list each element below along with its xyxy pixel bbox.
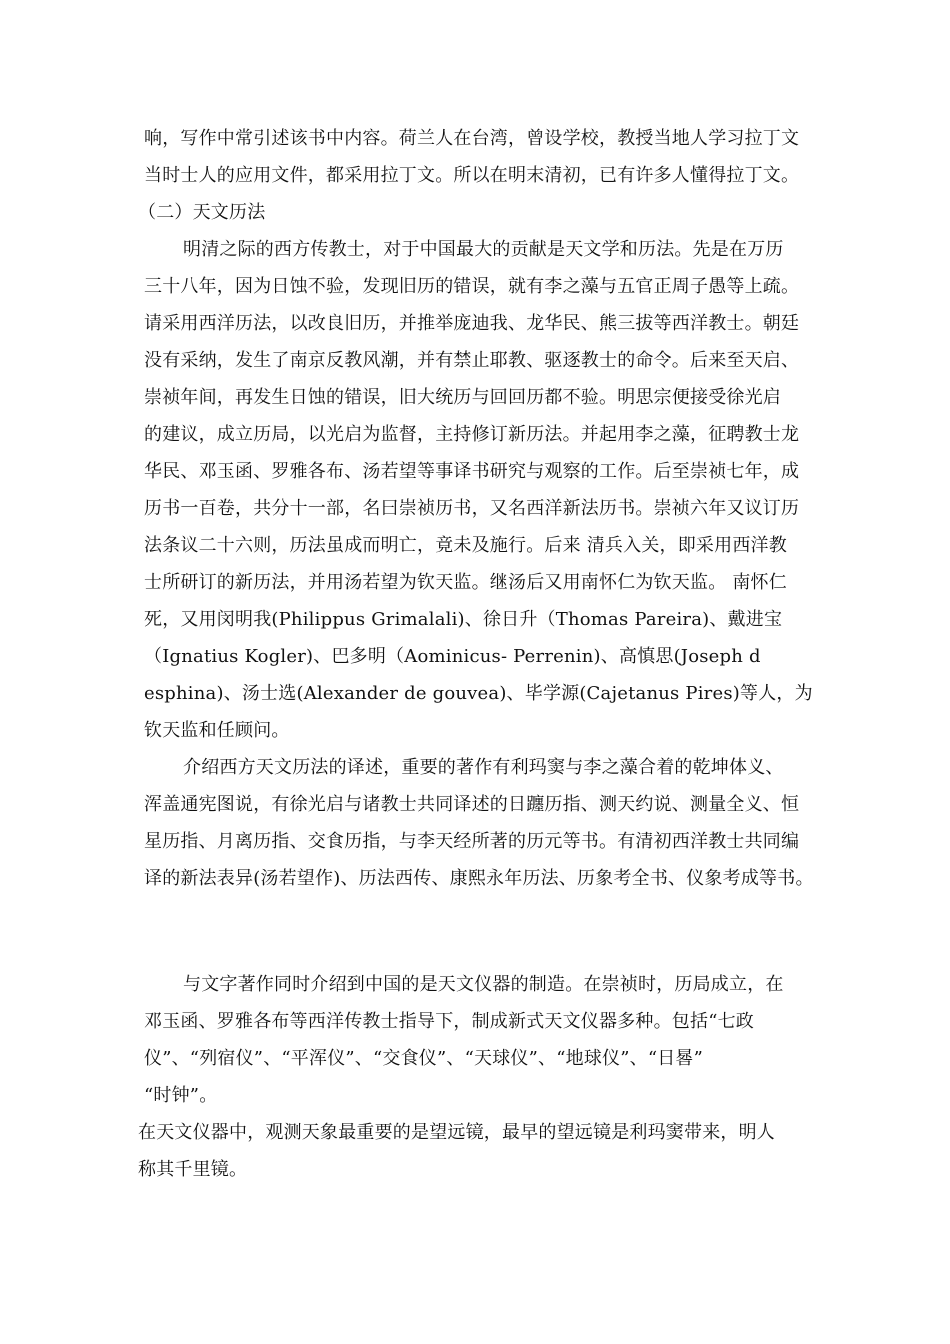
- text-line: 称其千里镜。: [138, 1159, 248, 1180]
- text-line: 响，写作中常引述该书中内容。荷兰人在台湾，曾设学校，教授当地人学习拉丁文: [144, 128, 800, 149]
- text-line: 仪”、“列宿仪”、“平浑仪”、“交食仪”、“天球仪”、“地球仪”、“日晷”: [144, 1048, 704, 1069]
- text-line: 当时士人的应用文件，都采用拉丁文。所以在明末清初，已有许多人懂得拉丁文。: [144, 165, 800, 186]
- text-line: 历书一百卷，共分十一部，名曰崇祯历书，又名西洋新法历书。崇祯六年又议订历: [144, 498, 800, 519]
- text-line: 的建议，成立历局，以光启为监督，主持修订新历法。并起用李之藻，征聘教士龙: [144, 424, 800, 445]
- text-line: 译的新法表异(汤若望作)、历法西传、康熙永年历法、历象考全书、仪象考成等书。: [144, 868, 814, 889]
- text-line: 死，又用闵明我(Philippus Grimalali)、徐日升（Thomas Pareira)、戴进宝: [144, 609, 783, 630]
- text-line: esphina)、汤士选(Alexander de gouvea)、毕学源(Cajetanus Pires)等人，为: [144, 683, 813, 704]
- section-heading: （二）天文历法: [138, 202, 266, 223]
- text-line: 浑盖通宪图说，有徐光启与诸教士共同译述的日躔历指、测天约说、测量全义、恒: [144, 794, 800, 815]
- text-line: 邓玉函、罗雅各布等西洋传教士指导下，制成新式天文仪器多种。包括“七政: [144, 1011, 754, 1032]
- text-line: 钦天监和任顾问。: [144, 720, 290, 741]
- text-line: 没有采纳，发生了南京反教风潮，并有禁止耶教、驱逐教士的命令。后来至天启、: [144, 350, 800, 371]
- text-line: 介绍西方天文历法的译述，重要的著作有利玛窦与李之藻合着的乾坤体义、: [183, 757, 784, 778]
- text-line: 星历指、月离历指、交食历指，与李天经所著的历元等书。有清初西洋教士共同编: [144, 831, 800, 852]
- text-line: 华民、邓玉函、罗雅各布、汤若望等事译书研究与观察的工作。后至崇祯七年，成: [144, 461, 800, 482]
- text-line: 请采用西洋历法，以改良旧历，并推举庞迪我、龙华民、熊三拔等西洋教士。朝廷: [144, 313, 800, 334]
- text-line: 在天文仪器中，观测天象最重要的是望远镜，最早的望远镜是利玛窦带来，明人: [138, 1122, 775, 1143]
- text-line: （Ignatius Kogler)、巴多明（Aominicus- Perrenin)、高慎思(Joseph d: [144, 646, 761, 667]
- text-line: 崇祯年间，再发生日蚀的错误，旧大统历与回回历都不验。明思宗便接受徐光启: [144, 387, 781, 408]
- text-line: 三十八年，因为日蚀不验，发现旧历的错误，就有李之藻与五官正周子愚等上疏。: [144, 276, 800, 297]
- text-line: “时钟”。: [144, 1085, 218, 1106]
- text-line: 士所研订的新历法，并用汤若望为钦天监。继汤后又用南怀仁为钦天监。 南怀仁: [144, 572, 787, 593]
- text-line: 法条议二十六则，历法虽成而明亡，竟未及施行。后来 清兵入关，即采用西洋教: [144, 535, 787, 556]
- text-line: 明清之际的西方传教士，对于中国最大的贡献是天文学和历法。先是在万历: [183, 239, 784, 260]
- text-line: 与文字著作同时介绍到中国的是天文仪器的制造。在崇祯时，历局成立，在: [183, 974, 784, 995]
